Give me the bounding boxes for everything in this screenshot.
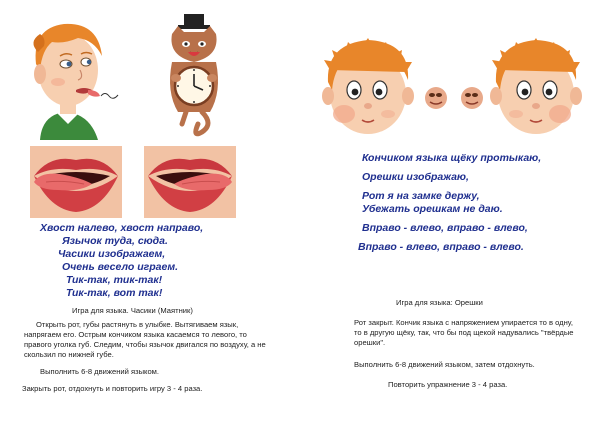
poem-line: Хвост налево, хвост направо, <box>40 222 204 234</box>
poem-line: Язычок туда, сюда. <box>62 235 168 247</box>
poem-line: Кончиком языка щёку протыкаю, <box>362 152 542 164</box>
poem-line: Рот я на замке держу, <box>362 190 480 202</box>
boy-cheek-right-illustration <box>490 34 582 138</box>
right-instruction: Рот закрыт. Кончик языка с напряжением упирается то в одну, то в другую щёку, так, что бы под щекой надувались "твёрдые орешки". <box>354 318 574 347</box>
right-closing: Повторить упражнение 3 - 4 раза. <box>388 380 508 389</box>
cheek-bulge-right <box>460 86 484 110</box>
right-game-title: Игра для языка: Орешки <box>396 298 483 307</box>
motion-squiggle <box>100 90 120 100</box>
poem-line: Орешки изображаю, <box>362 171 469 183</box>
poem-line: Вправо - влево, вправо - влево, <box>362 222 528 234</box>
tongue-left-lips <box>30 146 122 218</box>
poem-line: Убежать орешкам не даю. <box>362 203 503 215</box>
left-game-title: Игра для языка. Часики (Маятник) <box>72 306 193 315</box>
poem-line: Тик-так, тик-так! <box>66 274 163 286</box>
cheek-bulge-left <box>424 86 448 110</box>
boy-tongue-illustration <box>18 12 118 140</box>
boy-cheek-left-illustration <box>322 34 414 138</box>
poem-line: Тик-так, вот так! <box>66 287 163 299</box>
poem-line: Вправо - влево, вправо - влево. <box>358 241 524 253</box>
cat-clock-illustration <box>162 12 226 140</box>
left-instruction: Открыть рот, губы растянуть в улыбке. Вытягиваем язык, напрягаем его. Острым кончиком языка касаемся то левого, то правого уголка губ. Следим, чтобы язычок двигался по воздуху, а не скользил по нижней губе. <box>24 320 266 359</box>
left-repetitions: Выполнить 6-8 движений языком. <box>40 367 159 376</box>
left-poem <box>40 222 270 300</box>
poem-line: Часики изображаем, <box>58 248 166 260</box>
left-closing: Закрыть рот, отдохнуть и повторить игру 3 - 4 раза. <box>22 384 203 393</box>
right-repetitions: Выполнить 6-8 движений языком, затем отдохнуть. <box>354 360 535 369</box>
tongue-right-lips <box>144 146 236 218</box>
right-poem <box>354 152 594 254</box>
poem-line: Очень весело играем. <box>62 261 178 273</box>
